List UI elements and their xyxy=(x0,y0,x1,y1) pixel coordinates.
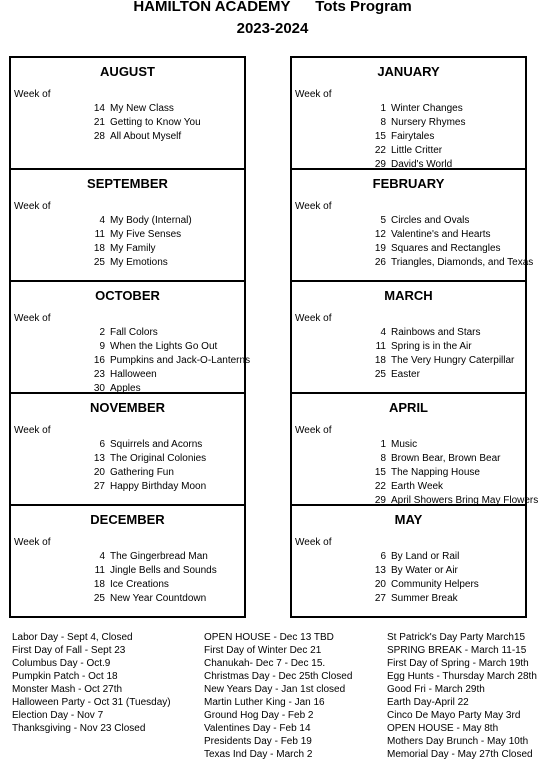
week-day: 27 xyxy=(93,481,105,492)
week-topic: The Original Colonies xyxy=(110,453,207,464)
week-row xyxy=(292,256,545,270)
event-item: First Day of Winter Dec 21 xyxy=(204,645,322,656)
week-row xyxy=(11,480,331,494)
week-row xyxy=(292,592,545,606)
week-day: 25 xyxy=(93,257,105,268)
week-day: 4 xyxy=(380,327,386,338)
week-day: 6 xyxy=(99,439,105,450)
week-row xyxy=(292,326,545,340)
week-day: 15 xyxy=(374,467,386,478)
week-row xyxy=(11,466,331,480)
week-row xyxy=(292,578,545,592)
week-topic: Apples xyxy=(110,383,141,394)
week-topic: David's World xyxy=(391,159,453,170)
event-item: Cinco De Mayo Party May 3rd xyxy=(387,710,521,721)
week-row xyxy=(11,130,331,144)
week-row xyxy=(292,340,545,354)
week-topic: My Body (Internal) xyxy=(110,215,192,226)
event-item: OPEN HOUSE - May 8th xyxy=(387,723,499,734)
month-box-january xyxy=(290,56,527,168)
program-name: Tots Program xyxy=(315,0,412,15)
week-topic: Triangles, Diamonds, and Texas xyxy=(391,257,534,268)
week-day: 18 xyxy=(374,355,386,366)
month-box-december xyxy=(9,504,246,618)
event-item: Egg Hunts - Thursday March 28th xyxy=(387,671,537,682)
event-item: Good Fri - March 29th xyxy=(387,684,485,695)
event-item: St Patrick's Day Party March15 xyxy=(387,632,526,643)
event-item: Pumpkin Patch - Oct 18 xyxy=(12,671,118,682)
week-topic: My Emotions xyxy=(110,257,168,268)
event-item: Texas Ind Day - March 2 xyxy=(204,749,313,760)
week-row xyxy=(11,214,331,228)
week-row xyxy=(292,242,545,256)
week-row xyxy=(292,438,545,452)
week-topic: Circles and Ovals xyxy=(391,215,470,226)
month-box-october xyxy=(9,280,251,394)
week-of-label: Week of xyxy=(14,89,51,100)
week-row xyxy=(11,578,331,592)
month-title: MAY xyxy=(394,512,423,527)
week-row xyxy=(292,354,545,368)
week-row xyxy=(11,564,331,578)
month-title: NOVEMBER xyxy=(89,400,166,415)
week-day: 20 xyxy=(93,467,105,478)
event-item: Mothers Day Brunch - May 10th xyxy=(387,736,529,747)
week-day: 22 xyxy=(374,481,386,492)
page-title xyxy=(0,0,545,16)
week-of-label: Week of xyxy=(14,537,51,548)
week-day: 18 xyxy=(93,579,105,590)
school-name: HAMILTON ACADEMY xyxy=(133,0,291,15)
week-day: 22 xyxy=(374,145,386,156)
week-row xyxy=(292,564,545,578)
week-topic: Pumpkins and Jack-O-Lanterns xyxy=(110,355,251,366)
week-row xyxy=(11,368,331,382)
event-item: Martin Luther King - Jan 16 xyxy=(204,697,325,708)
week-day: 25 xyxy=(93,593,105,604)
week-topic: New Year Countdown xyxy=(110,593,207,604)
week-row xyxy=(11,326,331,340)
week-topic: Community Helpers xyxy=(391,579,479,590)
week-topic: Little Critter xyxy=(391,145,443,156)
week-topic: Rainbows and Stars xyxy=(391,327,481,338)
week-of-label: Week of xyxy=(14,313,51,324)
month-title: OCTOBER xyxy=(95,288,160,303)
week-row xyxy=(292,228,545,242)
week-day: 16 xyxy=(93,355,105,366)
week-day: 13 xyxy=(93,453,105,464)
event-item: Thanksgiving - Nov 23 Closed xyxy=(12,723,146,734)
week-row xyxy=(11,102,331,116)
week-of-label: Week of xyxy=(14,201,51,212)
week-day: 25 xyxy=(374,369,386,380)
week-row xyxy=(292,368,545,382)
month-box-february xyxy=(290,168,534,280)
week-of-label: Week of xyxy=(295,313,332,324)
week-row xyxy=(11,228,331,242)
week-row xyxy=(292,144,545,158)
event-item: Columbus Day - Oct.9 xyxy=(12,658,111,669)
week-day: 4 xyxy=(99,215,105,226)
week-day: 29 xyxy=(374,495,386,506)
week-topic: Spring is in the Air xyxy=(391,341,472,352)
event-item: First Day of Fall - Sept 23 xyxy=(12,645,126,656)
week-day: 4 xyxy=(99,551,105,562)
week-day: 11 xyxy=(94,565,105,576)
week-topic: Jingle Bells and Sounds xyxy=(110,565,217,576)
week-topic: Gathering Fun xyxy=(110,467,174,478)
week-day: 2 xyxy=(99,327,105,338)
week-row xyxy=(11,242,331,256)
week-topic: Brown Bear, Brown Bear xyxy=(391,453,501,464)
month-box-november xyxy=(9,392,246,504)
week-day: 23 xyxy=(93,369,105,380)
week-row xyxy=(11,452,331,466)
event-item: Valentines Day - Feb 14 xyxy=(204,723,311,734)
week-row xyxy=(292,452,545,466)
week-topic: Happy Birthday Moon xyxy=(110,481,207,492)
week-day: 28 xyxy=(93,131,105,142)
week-row xyxy=(292,480,545,494)
week-row xyxy=(292,116,545,130)
week-row xyxy=(11,438,331,452)
week-row xyxy=(11,550,331,564)
week-day: 30 xyxy=(93,383,105,394)
week-row xyxy=(292,102,545,116)
week-day: 15 xyxy=(374,131,386,142)
event-item: Monster Mash - Oct 27th xyxy=(12,684,123,695)
month-box-april xyxy=(290,392,539,506)
week-topic: The Very Hungry Caterpillar xyxy=(391,355,515,366)
week-day: 1 xyxy=(380,103,386,114)
month-title: APRIL xyxy=(389,400,428,415)
week-day: 11 xyxy=(94,229,105,240)
week-day: 12 xyxy=(374,229,386,240)
month-title: MARCH xyxy=(384,288,433,303)
week-topic: Squirrels and Acorns xyxy=(110,439,203,450)
week-topic: My Five Senses xyxy=(110,229,182,240)
week-row xyxy=(11,354,331,368)
week-topic: Valentine's and Hearts xyxy=(391,229,491,240)
week-day: 14 xyxy=(93,103,105,114)
week-row xyxy=(292,130,545,144)
week-topic: When the Lights Go Out xyxy=(110,341,218,352)
school-year: 2023-2024 xyxy=(236,20,309,37)
week-day: 26 xyxy=(374,257,386,268)
event-item: First Day of Spring - March 19th xyxy=(387,658,529,669)
week-day: 1 xyxy=(380,439,386,450)
week-day: 27 xyxy=(374,593,386,604)
week-topic: April Showers Bring May Flowers xyxy=(391,495,539,506)
events-column-3 xyxy=(387,631,537,761)
week-topic: Nursery Rhymes xyxy=(391,117,466,128)
week-of-label: Week of xyxy=(14,425,51,436)
event-item: Earth Day-April 22 xyxy=(387,697,469,708)
week-of-label: Week of xyxy=(295,89,332,100)
week-day: 6 xyxy=(380,551,386,562)
week-day: 13 xyxy=(374,565,386,576)
event-item: New Years Day - Jan 1st closed xyxy=(204,684,346,695)
events-column-2 xyxy=(204,631,352,761)
week-day: 29 xyxy=(374,159,386,170)
week-row xyxy=(292,466,545,480)
month-title: DECEMBER xyxy=(90,512,165,527)
event-item: Memorial Day - May 27th Closed xyxy=(387,749,533,760)
week-topic: By Water or Air xyxy=(391,565,458,576)
week-topic: My New Class xyxy=(110,103,174,114)
week-row xyxy=(11,116,331,130)
week-row xyxy=(11,340,331,354)
week-day: 8 xyxy=(380,117,386,128)
event-item: Presidents Day - Feb 19 xyxy=(204,736,312,747)
week-of-label: Week of xyxy=(295,425,332,436)
week-row xyxy=(11,592,331,606)
month-box-september xyxy=(9,168,246,280)
month-box-march xyxy=(290,280,527,392)
week-day: 18 xyxy=(93,243,105,254)
week-topic: Halloween xyxy=(110,369,157,380)
week-day: 19 xyxy=(374,243,386,254)
week-day: 5 xyxy=(380,215,386,226)
week-topic: My Family xyxy=(110,243,156,254)
week-day: 8 xyxy=(380,453,386,464)
week-row xyxy=(292,214,545,228)
week-row xyxy=(11,256,331,270)
month-title: SEPTEMBER xyxy=(87,176,168,191)
event-item: Election Day - Nov 7 xyxy=(12,710,104,721)
week-topic: Squares and Rectangles xyxy=(391,243,501,254)
week-topic: Getting to Know You xyxy=(110,117,201,128)
week-day: 20 xyxy=(374,579,386,590)
week-topic: Earth Week xyxy=(391,481,444,492)
week-topic: Music xyxy=(391,439,418,450)
week-topic: Fairytales xyxy=(391,131,435,142)
event-item: Halloween Party - Oct 31 (Tuesday) xyxy=(12,697,171,708)
week-topic: Summer Break xyxy=(391,593,458,604)
month-box-august xyxy=(9,56,246,168)
event-item: OPEN HOUSE - Dec 13 TBD xyxy=(204,632,334,643)
week-topic: The Gingerbread Man xyxy=(110,551,208,562)
event-item: Chanukah- Dec 7 - Dec 15. xyxy=(204,658,326,669)
month-title: FEBRUARY xyxy=(372,176,445,191)
week-topic: Ice Creations xyxy=(110,579,169,590)
week-topic: By Land or Rail xyxy=(391,551,460,562)
week-day: 21 xyxy=(93,117,105,128)
event-item: Labor Day - Sept 4, Closed xyxy=(12,632,133,643)
week-topic: Easter xyxy=(391,369,420,380)
week-day: 9 xyxy=(99,341,105,352)
week-topic: Winter Changes xyxy=(391,103,463,114)
month-title: AUGUST xyxy=(100,64,155,79)
week-topic: Fall Colors xyxy=(110,327,158,338)
week-row xyxy=(292,550,545,564)
week-topic: All About Myself xyxy=(110,131,182,142)
event-item: Christmas Day - Dec 25th Closed xyxy=(204,671,353,682)
week-of-label: Week of xyxy=(295,201,332,212)
month-title: JANUARY xyxy=(377,64,440,79)
month-box-may xyxy=(290,504,527,618)
event-item: SPRING BREAK - March 11-15 xyxy=(387,645,527,656)
event-item: Ground Hog Day - Feb 2 xyxy=(204,710,314,721)
week-topic: The Napping House xyxy=(391,467,480,478)
events-column-1 xyxy=(12,631,171,735)
week-day: 11 xyxy=(375,341,386,352)
week-of-label: Week of xyxy=(295,537,332,548)
